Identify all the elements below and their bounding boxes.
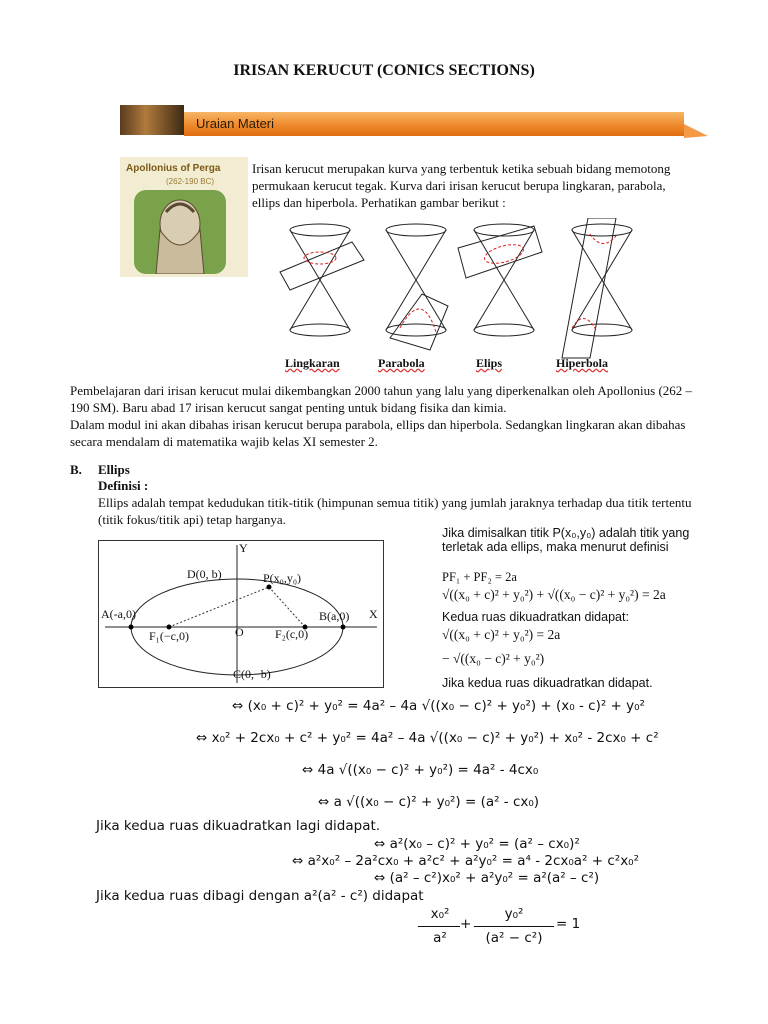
focus-f2-label: F₂(c,0) [275, 627, 309, 641]
focus-f1-label: F₁(−c,0) [149, 629, 189, 643]
point-d-label: D(0, b) [187, 567, 222, 581]
conic-sections-diagram [272, 218, 652, 378]
right-intro: Jika dimisalkan titik P(x₀,y₀) adalah titik yang terletak ada ellips, maka menurut definisi [442, 526, 690, 554]
step-2: ⇔ x₀² + 2cx₀ + c² + y₀² = 4a² – 4a √((x₀ − c)² + y₀²) + x₀² - 2cx₀ + c² [196, 730, 659, 746]
section-marker: B. [70, 462, 82, 477]
note-divide: Jika kedua ruas dibagi dengan a²(a² - c²) didapat [96, 888, 424, 904]
intro-paragraph: Irisan kerucut merupakan kurva yang terbentuk ketika sebuah bidang memotong permukaan kerucut tegak. Kurva dari irisan kerucut berupa lingkaran, parabola, ellips dan hiperbola. Perhatikan gambar berikut : [252, 161, 671, 210]
cone-label-hiperbola: Hiperbola [556, 356, 609, 370]
right-eq3: √((x₀ + c)² + y₀²) = 2a [442, 627, 561, 642]
portrait-name: Apollonius of Perga [126, 163, 221, 174]
step-5: ⇔ a²(x₀ – c)² + y₀² = (a² – cx₀)² [374, 836, 580, 852]
point-a-label: A(-a,0) [101, 607, 136, 621]
right-line3: Jika kedua ruas dikuadratkan didapat. [442, 676, 653, 690]
point-b-label: B(a,0) [319, 609, 350, 623]
step-3: ⇔ 4a √((x₀ − c)² + y₀²) = 4a² - 4cx₀ [302, 762, 539, 778]
fraction-bar-1 [418, 926, 460, 927]
x-axis-label: X [369, 607, 378, 621]
right-eq1: PF₁ + PF₂ = 2a [442, 570, 517, 584]
fraction-num-1: x₀² [430, 906, 450, 922]
cone-label-elips: Elips [476, 356, 503, 370]
cone-label-lingkaran: Lingkaran [285, 356, 340, 370]
page-title: IRISAN KERUCUT (CONICS SECTIONS) [233, 62, 535, 79]
banner-photo [120, 105, 184, 135]
fraction-den-1: a² [433, 930, 447, 946]
ellipse-figure [98, 540, 384, 688]
banner-arrow-icon [684, 124, 708, 138]
step-1: ⇔ (x₀ + c)² + y₀² = 4a² – 4a √((x₀ − c)² + y₀²) + (x₀ - c)² + y₀² [232, 698, 645, 714]
point-p-label: P(x₀,y₀) [263, 571, 302, 585]
definition-title: Definisi : [98, 478, 149, 493]
right-eq4: − √((x₀ − c)² + y₀²) [442, 651, 545, 666]
fraction-bar-2 [474, 926, 554, 927]
cone-label-parabola: Parabola [378, 356, 425, 370]
plus-sign: + [460, 916, 472, 932]
right-eq2: √((x₀ + c)² + y₀²) + √((x₀ − c)² + y₀²) = 2a [442, 587, 666, 602]
fraction-rhs: = 1 [556, 916, 581, 932]
step-4: ⇔ a √((x₀ − c)² + y₀²) = (a² - cx₀) [318, 794, 540, 810]
portrait-frame [134, 190, 226, 274]
step-7: ⇔ (a² – c²)x₀² + a²y₀² = a²(a² – c²) [374, 870, 600, 886]
portrait-dates: (262-190 BC) [166, 177, 215, 186]
right-line2: Kedua ruas dikuadratkan didapat: [442, 610, 629, 624]
point-c-label: C(0,−b) [233, 667, 271, 681]
paragraph-history: Pembelajaran dari irisan kerucut mulai dikembangkan 2000 tahun yang lalu yang diperkenalkan oleh Apollonius (262 – 190 SM). Baru abad 17 irisan kerucut sangat penting untuk bidang fisika dan kimia. [70, 383, 693, 415]
fraction-num-2: y₀² [504, 906, 524, 922]
note-square-again: Jika kedua ruas dikuadratkan lagi didapat. [96, 818, 381, 834]
bust-icon [134, 190, 226, 274]
fraction-den-2: (a² − c²) [485, 930, 543, 946]
paragraph-scope: Dalam modul ini akan dibahas irisan kerucut berupa parabola, ellips dan hiperbola. Sedangkan lingkaran akan dibahas secara mendalam di matematika wajib kelas XI semester 2. [70, 417, 686, 449]
y-axis-label: Y [239, 541, 248, 555]
definition-text: Ellips adalah tempat kedudukan titik-titik (himpunan semua titik) yang jumlah jaraknya terhadap dua titik tertentu (titik fokus/titik api) tetap harganya. [98, 495, 692, 527]
banner-label: Uraian Materi [196, 116, 275, 131]
step-6: ⇔ a²x₀² – 2a²cx₀ + a²c² + a²y₀² = a⁴ - 2cx₀a² + c²x₀² [292, 853, 640, 869]
origin-label: O [235, 625, 244, 639]
section-heading: Ellips [98, 462, 130, 477]
